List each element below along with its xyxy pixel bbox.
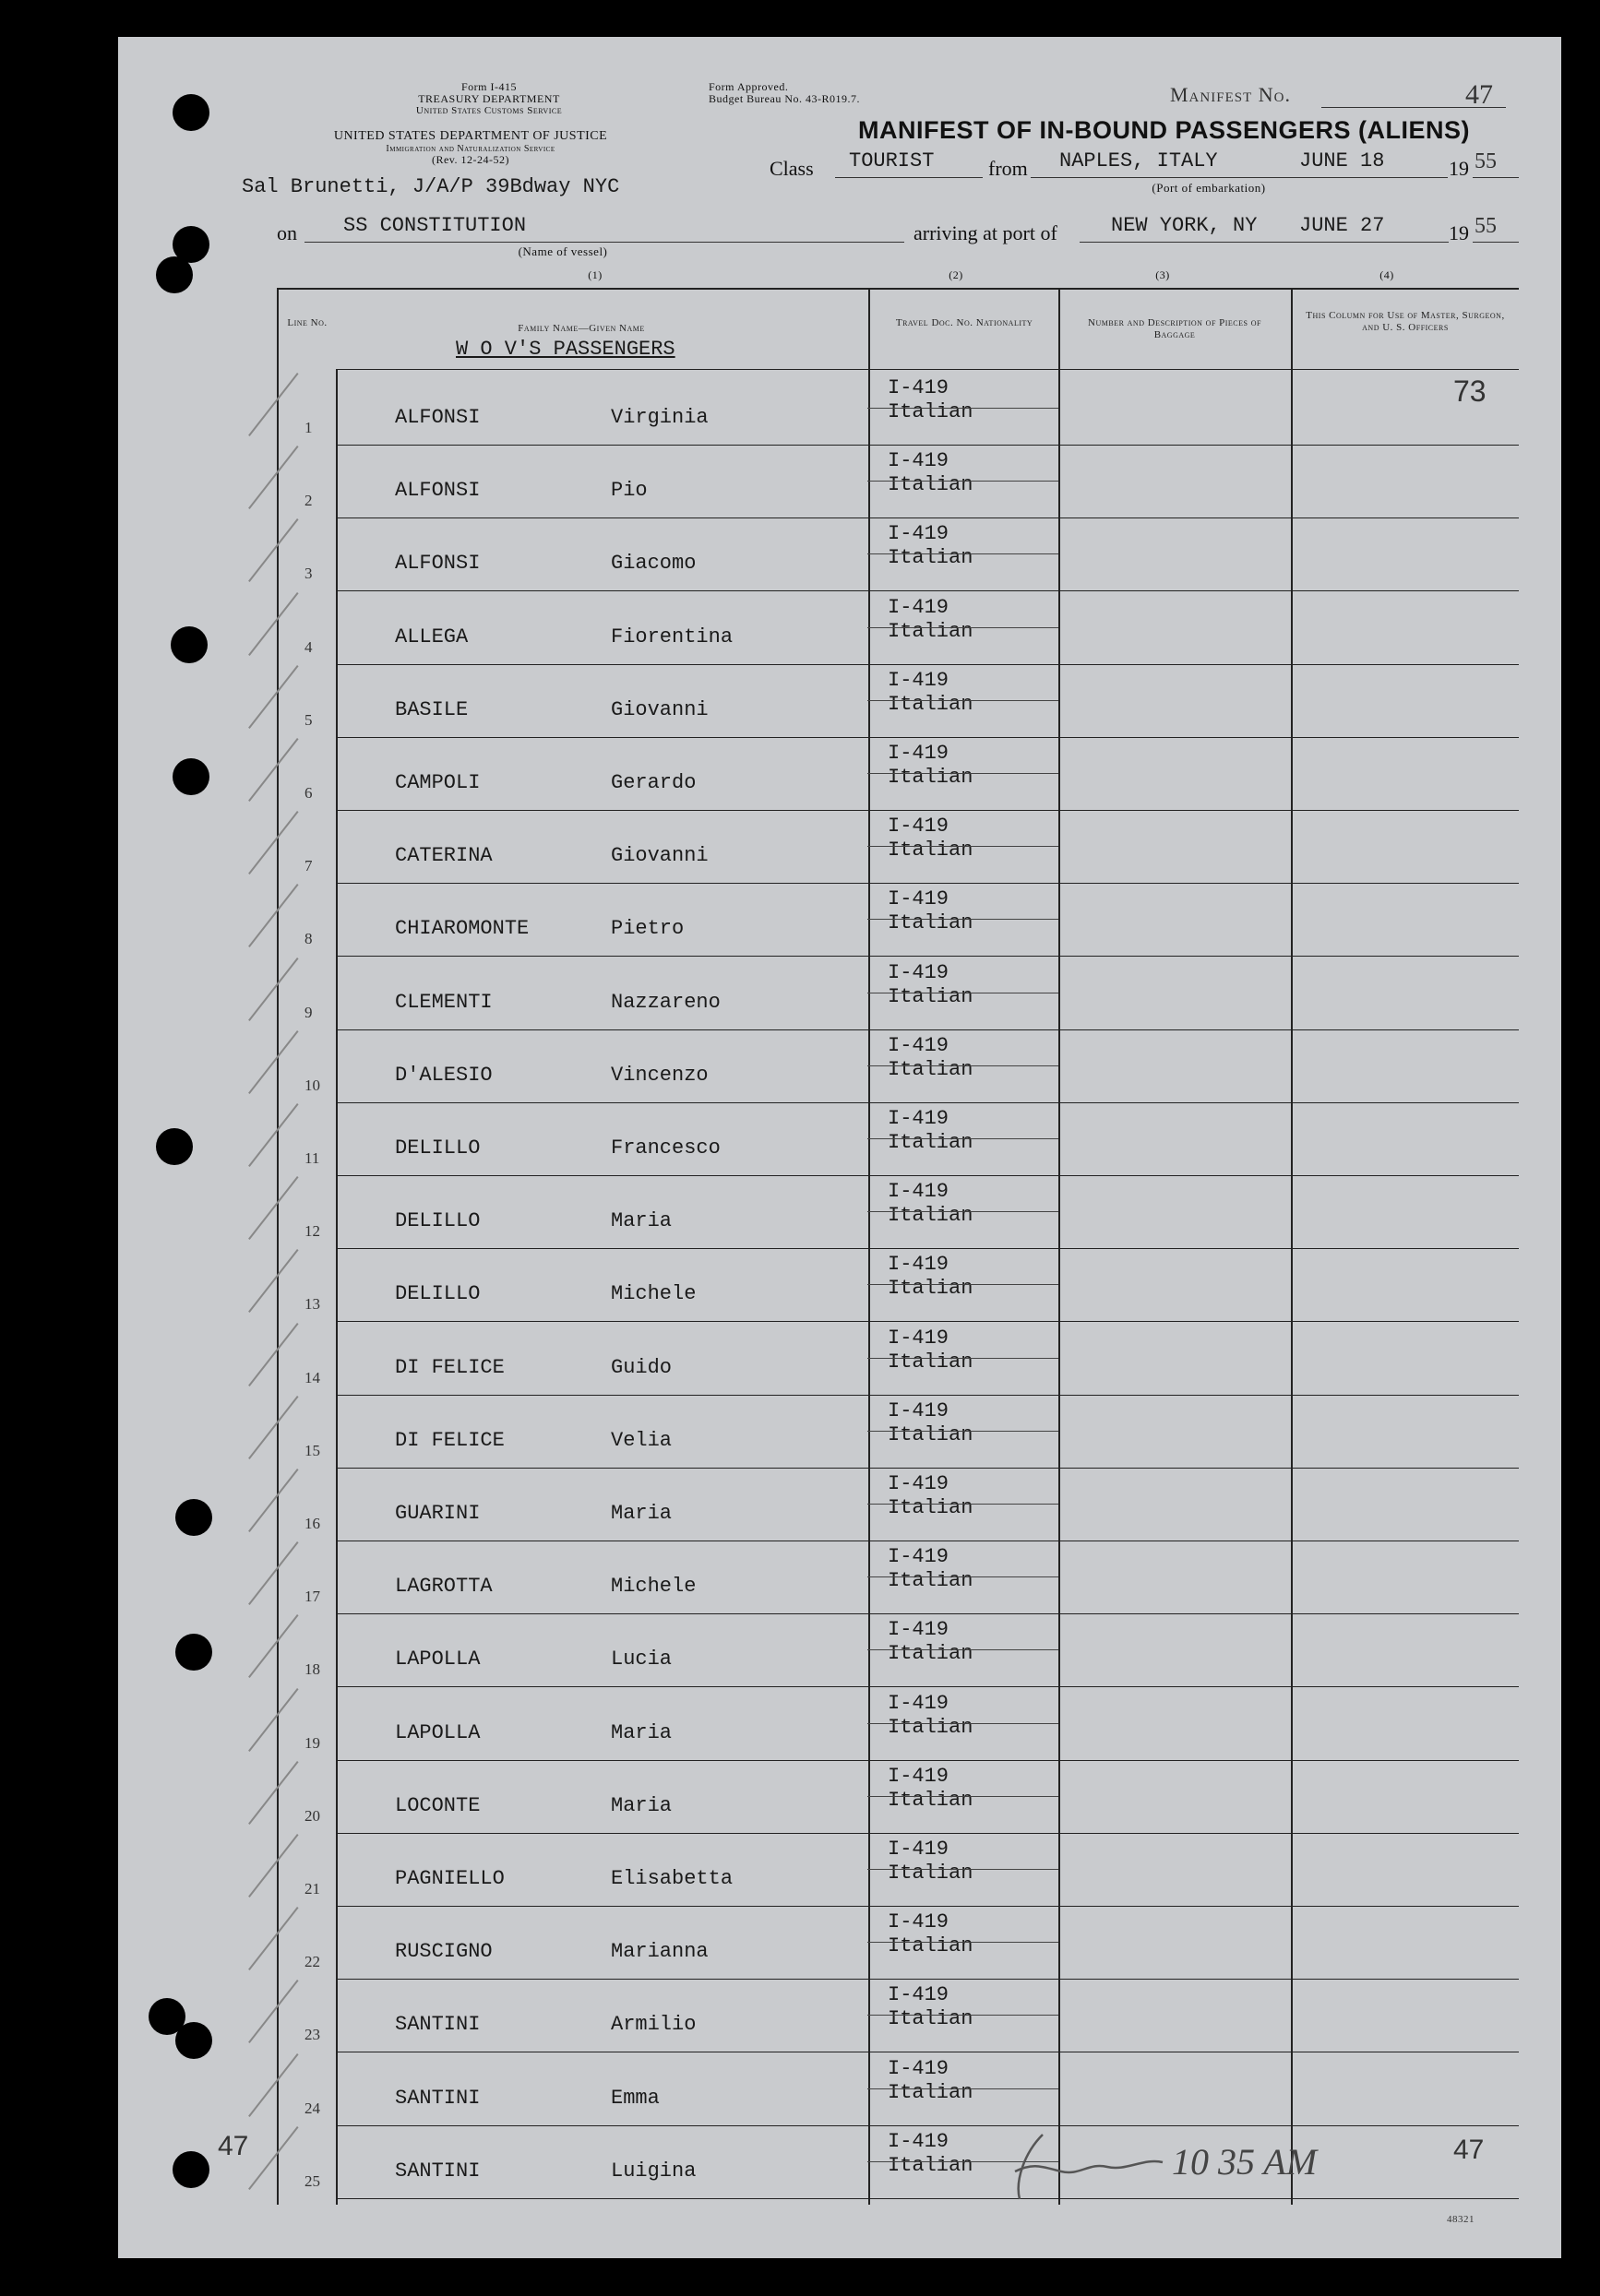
table-row (277, 1980, 1519, 2052)
treasury-dept: TREASURY DEPARTMENT (418, 92, 560, 105)
family-name: LAPOLLA (395, 1720, 481, 1744)
travel-doc-no: I-419 (888, 1398, 949, 1422)
travel-doc-no: I-419 (888, 1618, 949, 1642)
table-row (277, 1614, 1519, 1687)
table-row (277, 1688, 1519, 1761)
nationality: Italian (888, 1057, 973, 1081)
travel-doc-no: I-419 (888, 1983, 949, 2007)
given-name: Armilio (611, 2013, 697, 2037)
line-number: 10 (304, 1076, 320, 1094)
family-name: CAMPOLI (395, 771, 481, 794)
travel-doc-header: Travel Doc. No. Nationality (895, 317, 1033, 328)
travel-doc-no: I-419 (888, 815, 949, 839)
nationality: Italian (888, 766, 973, 789)
table-row (277, 1396, 1519, 1469)
travel-doc-no: I-419 (888, 960, 949, 984)
binder-hole (156, 256, 193, 293)
family-name: BASILE (395, 697, 469, 721)
family-name: SANTINI (395, 2159, 481, 2183)
table-row (277, 1103, 1519, 1176)
travel-doc-no: I-419 (888, 1764, 949, 1788)
baggage-header: Number and Description of Pieces of Baggage (1088, 317, 1261, 340)
footer-code: 48321 (1447, 2214, 1475, 2225)
given-name: Velia (611, 1428, 673, 1452)
family-name: LOCONTE (395, 1793, 481, 1817)
given-name: Luigina (611, 2159, 697, 2183)
line-number: 6 (304, 784, 313, 802)
line-number: 12 (304, 1222, 320, 1241)
col1-number: (1) (588, 268, 603, 281)
from-label: from (988, 157, 1028, 180)
family-name: LAGROTTA (395, 1575, 493, 1599)
justice-dept: UNITED STATES DEPARTMENT OF JUSTICE (333, 129, 608, 143)
form-number: Form I-415 (461, 80, 517, 93)
embarkation-year-prefix: 19 (1449, 157, 1469, 180)
table-row (277, 2053, 1519, 2126)
embarkation-port: NAPLES, ITALY (1059, 149, 1218, 172)
embarkation-date: JUNE 18 (1299, 149, 1385, 172)
budget-bureau: Budget Bureau No. 43-R019.7. (709, 92, 860, 105)
nationality: Italian (888, 1204, 973, 1228)
family-name: DI FELICE (395, 1355, 505, 1379)
binder-hole (173, 758, 209, 795)
travel-doc-no: I-419 (888, 449, 949, 473)
nationality: Italian (888, 1422, 973, 1446)
nationality: Italian (888, 1277, 973, 1301)
given-name: Francesco (611, 1136, 721, 1160)
nationality: Italian (888, 2080, 973, 2104)
binder-hole (156, 1128, 193, 1165)
nationality: Italian (888, 1131, 973, 1154)
family-name: SANTINI (395, 2013, 481, 2037)
family-name: CHIAROMONTE (395, 917, 530, 941)
line-number: 9 (304, 1003, 313, 1021)
line-number: 16 (304, 1515, 320, 1532)
officers-header: This Column for Use of Master, Surgeon, and U. S. Officers (1306, 310, 1505, 333)
travel-doc-no: I-419 (888, 742, 949, 765)
table-row (277, 1761, 1519, 1834)
nationality: Italian (888, 400, 973, 423)
line-number: 2 (304, 492, 313, 510)
bottom-right-number: 47 (1453, 2135, 1485, 2165)
col2-number: (2) (949, 268, 963, 281)
table-row (277, 1030, 1519, 1103)
line-number: 13 (304, 1295, 320, 1314)
given-name: Marianna (611, 1940, 709, 1964)
travel-doc-no: I-419 (888, 1472, 949, 1495)
travel-doc-no: I-419 (888, 1180, 949, 1204)
line-number: 11 (304, 1149, 320, 1167)
table-row (277, 1469, 1519, 1541)
given-name: Virginia (611, 406, 709, 429)
line-number: 1 (304, 419, 313, 436)
embarkation-year: 55 (1475, 149, 1497, 173)
given-name: Michele (611, 1575, 697, 1599)
line-number: 21 (304, 1880, 320, 1897)
nationality: Italian (888, 911, 973, 935)
nationality: Italian (888, 619, 973, 643)
nationality: Italian (888, 1569, 973, 1593)
given-name: Maria (611, 1720, 673, 1744)
given-name: Giacomo (611, 552, 697, 576)
nationality: Italian (888, 2153, 973, 2177)
family-name: DELILLO (395, 1136, 481, 1160)
line-number: 18 (304, 1660, 320, 1679)
table-row (277, 1907, 1519, 1980)
left-margin-number: 47 (218, 2131, 249, 2161)
given-name: Pietro (611, 917, 685, 941)
travel-doc-no: I-419 (888, 595, 949, 619)
nationality: Italian (888, 2007, 973, 2031)
customs-service: United States Customs Service (415, 105, 563, 116)
given-name: Giovanni (611, 844, 709, 868)
family-name: ALFONSI (395, 406, 481, 429)
travel-doc-no: I-419 (888, 2056, 949, 2080)
passenger-table (277, 288, 1519, 2205)
nationality: Italian (888, 984, 973, 1008)
nationality: Italian (888, 1862, 973, 1885)
revision-date: (Rev. 12-24-52) (431, 153, 510, 166)
table-row (277, 1249, 1519, 1322)
binder-hole (171, 626, 208, 663)
given-name: Michele (611, 1282, 697, 1306)
family-name: CATERINA (395, 844, 493, 868)
family-name: GUARINI (395, 1502, 481, 1525)
binder-hole (175, 1634, 212, 1671)
agent-line: Sal Brunetti, J/A/P 39Bdway NYC (242, 175, 620, 198)
family-name: PAGNIELLO (395, 1867, 505, 1890)
travel-doc-no: I-419 (888, 1326, 949, 1350)
travel-doc-no: I-419 (888, 1253, 949, 1277)
class-value: TOURIST (849, 149, 935, 172)
line-number: 3 (304, 565, 313, 583)
line-number: 5 (304, 710, 313, 729)
table-row (277, 373, 1519, 446)
binder-hole (175, 2022, 212, 2059)
table-row (277, 592, 1519, 665)
line-number: 20 (304, 1806, 320, 1825)
table-row (277, 518, 1519, 591)
arrival-year-prefix: 19 (1449, 221, 1469, 244)
travel-doc-no: I-419 (888, 1910, 949, 1934)
line-number: 4 (304, 637, 313, 656)
table-row (277, 665, 1519, 738)
table-row (277, 1323, 1519, 1396)
time-stamp-note: 10 35 AM (1172, 2141, 1318, 2183)
name-subheader: W O V'S PASSENGERS (456, 338, 675, 361)
given-name: Guido (611, 1355, 673, 1379)
travel-doc-no: I-419 (888, 1545, 949, 1569)
line-number: 15 (304, 1441, 320, 1459)
line-number: 25 (304, 2171, 320, 2190)
line-number: 7 (304, 857, 313, 875)
officer-signature (1006, 2125, 1172, 2208)
table-row (277, 1834, 1519, 1907)
line-number: 17 (304, 1588, 320, 1606)
family-name: SANTINI (395, 2086, 481, 2110)
on-label: on (277, 221, 297, 244)
family-name: ALLEGA (395, 625, 469, 648)
line-number: 8 (304, 930, 313, 948)
table-row (277, 738, 1519, 811)
family-name: CLEMENTI (395, 990, 493, 1014)
binder-hole (175, 1499, 212, 1536)
manifest-number: 47 (1465, 79, 1493, 110)
vessel-name: SS CONSTITUTION (343, 214, 527, 237)
arriving-label: arriving at port of (913, 221, 1057, 244)
travel-doc-no: I-419 (888, 1838, 949, 1861)
nationality: Italian (888, 1496, 973, 1519)
nationality: Italian (888, 692, 973, 716)
given-name: Maria (611, 1793, 673, 1817)
given-name: Fiorentina (611, 625, 734, 648)
vessel-caption: (Name of vessel) (518, 244, 608, 258)
travel-doc-no: I-419 (888, 1691, 949, 1715)
table-row (277, 958, 1519, 1030)
table-row (277, 1176, 1519, 1249)
line-number: 14 (304, 1368, 320, 1386)
family-name: DELILLO (395, 1209, 481, 1233)
col3-number: (3) (1155, 268, 1170, 281)
given-name: Emma (611, 2086, 660, 2110)
arrival-year: 55 (1475, 214, 1497, 238)
manifest-title: MANIFEST OF IN-BOUND PASSENGERS (ALIENS) (858, 116, 1471, 144)
table-row (277, 1541, 1519, 1614)
nationality: Italian (888, 1350, 973, 1374)
family-name: ALFONSI (395, 479, 481, 503)
arrival-port: NEW YORK, NY (1111, 214, 1258, 237)
table-row (277, 446, 1519, 518)
line-number: 22 (304, 1953, 320, 1971)
family-name: RUSCIGNO (395, 1940, 493, 1964)
line-number: 19 (304, 1733, 320, 1752)
line-no-header: Line No. (287, 317, 328, 328)
nationality: Italian (888, 473, 973, 497)
given-name: Elisabetta (611, 1867, 734, 1890)
travel-doc-no: I-419 (888, 376, 949, 399)
table-row (277, 2126, 1519, 2199)
form-approved: Form Approved. (709, 80, 789, 93)
travel-doc-no: I-419 (888, 522, 949, 546)
table-row (277, 884, 1519, 957)
ins-service: Immigration and Naturalization Service (386, 144, 555, 154)
travel-doc-no: I-419 (888, 887, 949, 911)
line-number: 24 (304, 2099, 320, 2117)
col4-number: (4) (1379, 268, 1394, 281)
class-label: Class (770, 157, 814, 180)
line-number: 23 (304, 2026, 320, 2044)
port-embarkation-caption: (Port of embarkation) (1152, 181, 1266, 195)
family-name: ALFONSI (395, 552, 481, 576)
family-name: D'ALESIO (395, 1063, 493, 1087)
travel-doc-no: I-419 (888, 1033, 949, 1057)
nationality: Italian (888, 1715, 973, 1739)
nationality: Italian (888, 1788, 973, 1812)
manifest-no-label: Manifest No. (1170, 83, 1291, 106)
given-name: Giovanni (611, 697, 709, 721)
name-header: Family Name—Given Name (518, 323, 645, 334)
given-name: Pio (611, 479, 648, 503)
family-name: DI FELICE (395, 1428, 505, 1452)
given-name: Vincenzo (611, 1063, 709, 1087)
nationality: Italian (888, 839, 973, 862)
arrival-date: JUNE 27 (1299, 214, 1385, 237)
given-name: Nazzareno (611, 990, 721, 1014)
family-name: LAPOLLA (395, 1648, 481, 1671)
travel-doc-no: I-419 (888, 2129, 949, 2153)
family-name: DELILLO (395, 1282, 481, 1306)
given-name: Maria (611, 1209, 673, 1233)
given-name: Lucia (611, 1648, 673, 1671)
travel-doc-no: I-419 (888, 668, 949, 692)
binder-hole (173, 2151, 209, 2188)
row1-count-note: 73 (1453, 375, 1487, 408)
given-name: Gerardo (611, 771, 697, 794)
table-row (277, 811, 1519, 884)
nationality: Italian (888, 546, 973, 570)
binder-hole (173, 94, 209, 131)
given-name: Maria (611, 1502, 673, 1525)
nationality: Italian (888, 1642, 973, 1666)
travel-doc-no: I-419 (888, 1107, 949, 1130)
nationality: Italian (888, 1934, 973, 1958)
